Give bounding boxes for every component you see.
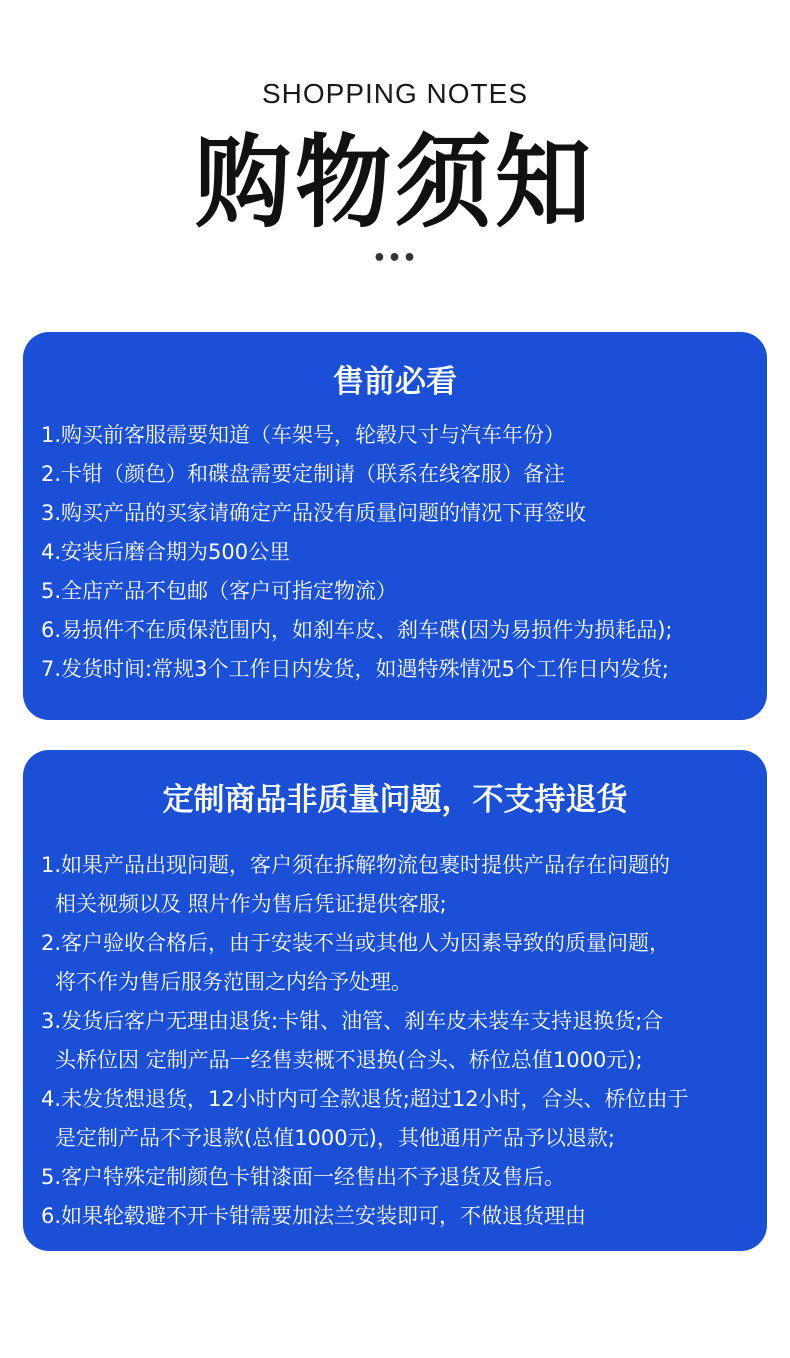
pre-sale-title: 售前必看 — [333, 364, 457, 400]
list-item-continuation: 相关视频以及 照片作为售后凭证提供客服; — [55, 892, 447, 916]
custom-goods-title: 定制商品非质量问题，不支持退货 — [162, 782, 628, 818]
list-item: 6.如果轮毂避不开卡钳需要加法兰安装即可，不做退货理由 — [41, 1204, 587, 1228]
list-item: 6.易损件不在质保范围内，如刹车皮、刹车碟(因为易损件为损耗品); — [41, 618, 673, 642]
list-item: 5.客户特殊定制颜色卡钳漆面一经售出不予退货及售后。 — [41, 1165, 566, 1189]
pre-sale-list — [41, 416, 757, 689]
list-item: 1.如果产品出现问题，客户须在拆解物流包裹时提供产品存在问题的 — [41, 853, 671, 877]
custom-goods-card — [23, 750, 767, 1251]
page-subtitle: SHOPPING NOTES — [261, 78, 529, 109]
list-item: 4.安装后磨合期为500公里 — [41, 540, 291, 564]
page-title: 购物须知 — [195, 124, 595, 242]
list-item: 2.卡钳（颜色）和碟盘需要定制请（联系在线客服）备注 — [41, 462, 566, 486]
list-item-continuation: 将不作为售后服务范围之内给予处理。 — [55, 970, 412, 994]
list-item-continuation: 是定制产品不予退款(总值1000元)，其他通用产品予以退款; — [55, 1126, 615, 1150]
list-item: 4.未发货想退货，12小时内可全款退货;超过12小时，合头、桥位由于 — [41, 1087, 689, 1111]
custom-goods-list — [41, 846, 757, 1236]
list-item: 5.全店产品不包邮（客户可指定物流） — [41, 579, 398, 603]
list-item: 3.购买产品的买家请确定产品没有质量问题的情况下再签收 — [41, 501, 587, 525]
list-item: 1.购买前客服需要知道（车架号，轮毂尺寸与汽车年份） — [41, 423, 566, 447]
ellipsis-decoration: ••• — [372, 246, 418, 271]
list-item: 3.发货后客户无理由退货:卡钳、油管、刹车皮未装车支持退换货;合 — [41, 1009, 664, 1033]
list-item: 7.发货时间:常规3个工作日内发货，如遇特殊情况5个工作日内发货; — [41, 657, 669, 681]
pre-sale-card — [23, 332, 767, 720]
list-item-continuation: 头桥位因 定制产品一经售卖概不退换(合头、桥位总值1000元); — [55, 1048, 643, 1072]
list-item: 2.客户验收合格后，由于安装不当或其他人为因素导致的质量问题， — [41, 931, 671, 955]
